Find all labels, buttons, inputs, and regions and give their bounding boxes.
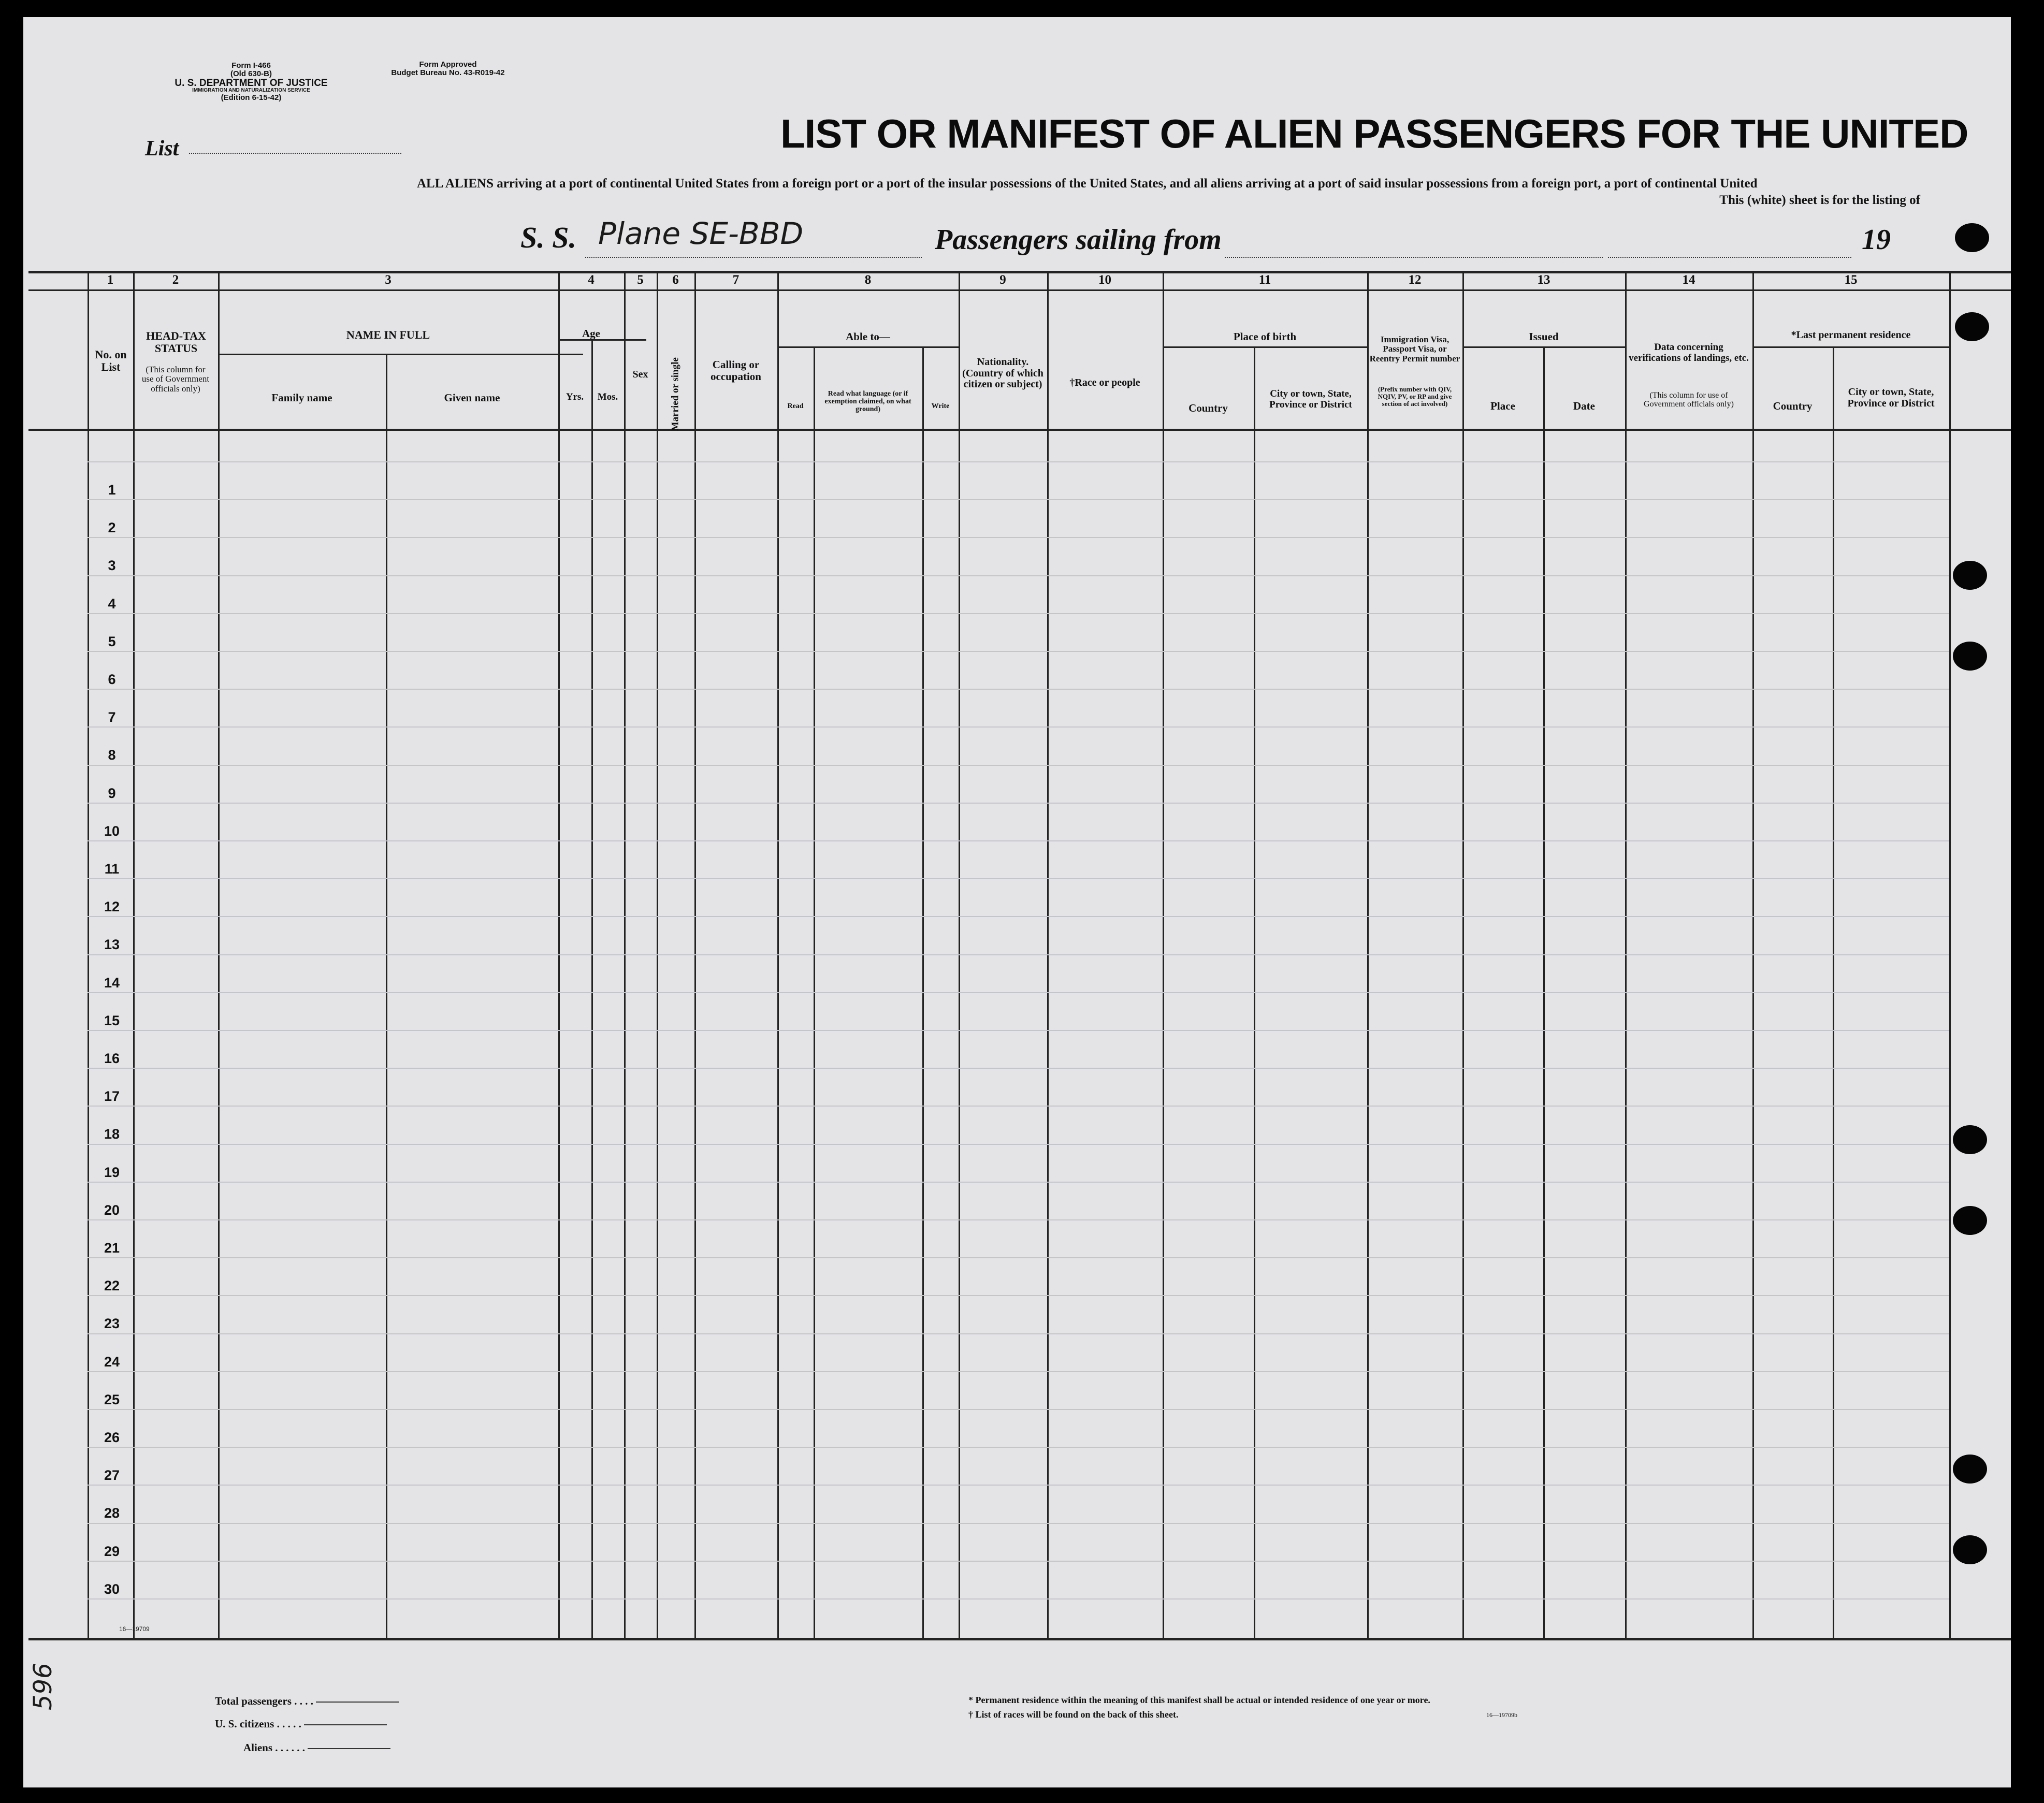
row-number: 4	[108, 596, 116, 612]
punch-hole	[1955, 312, 1989, 341]
ruled-line	[88, 1219, 1949, 1220]
ruled-line	[88, 1485, 1949, 1486]
subtitle-line-1: ALL ALIENS arriving at a port of continental United States from a foreign port or a port of the insular possessions of the United States, and all aliens arriving at a port of said insular possessions from a foreign port, a port of continental United	[417, 177, 1758, 191]
header-issued-place: Place	[1490, 400, 1515, 412]
aliens-blank	[308, 1748, 390, 1749]
column-number-11: 11	[1258, 273, 1271, 287]
row-number: 19	[104, 1165, 120, 1180]
row-number: 29	[104, 1544, 120, 1559]
row-number: 11	[104, 861, 120, 877]
form-edition: (Edition 6-15-42)	[221, 93, 282, 102]
aliens-label: Aliens	[243, 1741, 273, 1754]
row-number: 9	[108, 786, 116, 801]
header-residence-city: City or town, State, Province or District	[1847, 386, 1935, 409]
form-number: Form I-466	[231, 61, 271, 70]
ruled-line	[88, 613, 1949, 614]
header-name-in-full: NAME IN FULL	[346, 328, 430, 341]
header-head-tax-note: (This column for use of Government officials only)	[141, 365, 210, 394]
total-passengers-label: Total passengers	[215, 1695, 292, 1707]
row-number: 22	[104, 1278, 120, 1293]
column-number-15: 15	[1844, 273, 1858, 287]
birth-subheader-line	[1163, 346, 1367, 348]
row-number: 6	[108, 672, 116, 687]
row-number: 28	[104, 1505, 120, 1521]
row-number: 5	[108, 634, 116, 649]
row-number: 16	[104, 1051, 120, 1066]
ruled-line	[88, 803, 1949, 804]
ruled-line	[88, 1523, 1949, 1524]
sailing-port-line	[1225, 257, 1603, 258]
vessel-prefix: S. S.	[520, 221, 577, 254]
margin-number-handwritten: 596	[28, 1663, 57, 1710]
header-married-or-single: Married or single	[670, 357, 681, 431]
vessel-name-line	[585, 257, 922, 258]
ruled-line	[88, 1561, 1949, 1562]
ruled-line	[88, 840, 1949, 841]
ruled-line	[88, 916, 1949, 917]
col-divider	[386, 354, 387, 1638]
row-number: 25	[104, 1392, 120, 1407]
total-passengers-row: Total passengers . . . .	[215, 1695, 399, 1708]
ruled-line	[88, 575, 1949, 576]
list-label: List	[145, 137, 179, 161]
row-number: 18	[104, 1126, 120, 1142]
header-birth-country: Country	[1188, 402, 1228, 414]
header-age-years: Yrs.	[566, 391, 584, 402]
header-given-name: Given name	[444, 391, 500, 404]
column-number-8: 8	[864, 273, 872, 287]
ruled-line	[88, 1371, 1949, 1372]
vessel-name-handwritten: Plane SE-BBD	[598, 216, 804, 251]
header-sex: Sex	[632, 369, 648, 380]
sailing-from-label: Passengers sailing from	[935, 224, 1222, 256]
manifest-sheet	[23, 17, 2011, 1787]
header-birth-city: City or town, State, Province or District	[1269, 388, 1352, 410]
department-name: U. S. DEPARTMENT OF JUSTICE	[175, 77, 328, 89]
header-issued-date: Date	[1573, 400, 1595, 412]
punch-hole	[1953, 1125, 1987, 1154]
row-number: 10	[104, 823, 120, 839]
total-passengers-blank	[316, 1702, 399, 1703]
punch-hole	[1953, 1455, 1987, 1484]
footnote-permanent-residence: * Permanent residence within the meaning of this manifest shall be actual or intended residence of one year or more.	[968, 1695, 1430, 1705]
header-able-to: Able to—	[846, 330, 890, 343]
row-number: 2	[108, 520, 116, 535]
row-number: 7	[108, 709, 116, 725]
column-number-7: 7	[732, 273, 740, 287]
service-name: IMMIGRATION AND NATURALIZATION SERVICE	[192, 88, 310, 94]
header-family-name: Family name	[271, 391, 332, 404]
us-citizens-blank	[304, 1724, 387, 1725]
row-number: 13	[104, 937, 120, 952]
ruled-line	[88, 1333, 1949, 1334]
row-number: 1	[108, 482, 116, 498]
row-number: 20	[104, 1202, 120, 1218]
ruled-line	[88, 689, 1949, 690]
ruled-line	[88, 1106, 1949, 1107]
row-number: 27	[104, 1467, 120, 1483]
column-number-2: 2	[172, 273, 179, 287]
row-number: 8	[108, 747, 116, 763]
residence-subheader-line	[1752, 346, 1949, 348]
header-read-what-language: Read what language (or if exemption claimed, on what ground)	[824, 390, 911, 414]
ruled-line	[88, 1182, 1949, 1183]
header-immigration-visa: Immigration Visa, Passport Visa, or Reentry Permit number	[1369, 335, 1460, 363]
ruled-line	[88, 1598, 1949, 1600]
us-citizens-row: U. S. citizens . . . . .	[215, 1718, 387, 1731]
punch-hole	[1953, 561, 1987, 590]
ruled-line	[88, 537, 1949, 538]
punch-hole	[1953, 1206, 1987, 1235]
header-last-permanent-residence: *Last permanent residence	[1791, 329, 1911, 341]
column-number-1: 1	[107, 273, 114, 287]
header-age-months: Mos.	[597, 391, 618, 402]
table-bottom-border	[28, 1638, 2011, 1640]
name-subheader-line	[218, 354, 583, 355]
header-place-of-birth: Place of birth	[1233, 330, 1297, 343]
header-bottom-border	[28, 429, 2011, 431]
ruled-line	[88, 1409, 1949, 1410]
ruled-line	[88, 499, 1949, 500]
header-nationality: Nationality. (Country of which citizen or subject)	[962, 356, 1043, 390]
print-code-left: 16—19709	[119, 1625, 150, 1633]
header-no-on-list: No. on List	[95, 348, 127, 373]
punch-hole	[1953, 1535, 1987, 1564]
footnote-race-list: † List of races will be found on the back of this sheet.	[968, 1709, 1179, 1720]
row-number: 3	[108, 558, 116, 573]
col-divider	[1949, 271, 1951, 1638]
ruled-line	[88, 1144, 1949, 1145]
able-subheader-line	[777, 346, 959, 348]
column-number-9: 9	[999, 273, 1006, 287]
column-number-12: 12	[1408, 273, 1422, 287]
subtitle-line-2: This (white) sheet is for the listing of	[1719, 193, 1920, 207]
header-race-or-people: †Race or people	[1069, 377, 1140, 388]
row-number: 26	[104, 1430, 120, 1445]
ruled-line	[88, 992, 1949, 993]
column-number-5: 5	[637, 273, 644, 287]
ruled-line	[88, 1030, 1949, 1031]
ruled-line	[88, 954, 1949, 955]
header-residence-country: Country	[1773, 400, 1813, 412]
header-calling-occupation: Calling or occupation	[710, 358, 761, 383]
header-data-concerning: Data concerning verifications of landings, etc.	[1629, 342, 1749, 363]
col-divider	[591, 339, 593, 1638]
ruled-line	[88, 765, 1949, 766]
row-number: 12	[104, 899, 120, 914]
row-number: 24	[104, 1354, 120, 1370]
column-number-3: 3	[385, 273, 392, 287]
row-number: 30	[104, 1581, 120, 1597]
column-number-10: 10	[1098, 273, 1111, 287]
aliens-row: Aliens . . . . . .	[243, 1741, 390, 1754]
budget-bureau-number: Budget Bureau No. 43-R019-42	[391, 68, 505, 77]
row-number: 17	[104, 1088, 120, 1104]
row-number: 21	[104, 1240, 120, 1256]
row-number: 23	[104, 1316, 120, 1331]
year-prefix: 19	[1862, 224, 1891, 256]
form-approved: Form Approved	[419, 60, 477, 69]
ruled-line	[88, 1447, 1949, 1448]
footnote-print-code: 16—19709b	[1486, 1711, 1517, 1719]
column-number-6: 6	[672, 273, 679, 287]
row-number: 15	[104, 1013, 120, 1028]
column-number-divider	[28, 289, 2011, 291]
ruled-line	[88, 1257, 1949, 1258]
punch-hole	[1955, 223, 1989, 252]
ruled-line	[88, 878, 1949, 879]
ruled-line	[88, 651, 1949, 652]
punch-hole	[1953, 642, 1987, 671]
sailing-date-line	[1608, 257, 1851, 258]
row-number: 14	[104, 975, 120, 991]
header-write: Write	[931, 402, 950, 410]
column-number-4: 4	[588, 273, 595, 287]
list-number-line	[189, 153, 401, 154]
ruled-line	[88, 1295, 1949, 1296]
header-head-tax-status: HEAD-TAX STATUS	[146, 329, 206, 355]
header-read: Read	[787, 402, 804, 410]
page-title: LIST OR MANIFEST OF ALIEN PASSENGERS FOR THE UNITED	[780, 111, 1968, 156]
header-age: Age	[582, 327, 600, 340]
form-info-block	[140, 62, 363, 102]
ruled-line	[88, 1068, 1949, 1069]
us-citizens-label: U. S. citizens	[215, 1718, 274, 1730]
ruled-line	[88, 461, 1949, 462]
approval-block	[365, 61, 531, 77]
header-issued: Issued	[1529, 330, 1559, 343]
ruled-line	[88, 726, 1949, 728]
header-data-note: (This column for use of Government officials only)	[1644, 391, 1734, 409]
header-visa-note: (Prefix number with QIV, NQIV, PV, or RP and give section of act involved)	[1378, 385, 1452, 408]
column-number-13: 13	[1537, 273, 1550, 287]
form-old-number: (Old 630-B)	[230, 69, 272, 78]
column-number-14: 14	[1682, 273, 1695, 287]
